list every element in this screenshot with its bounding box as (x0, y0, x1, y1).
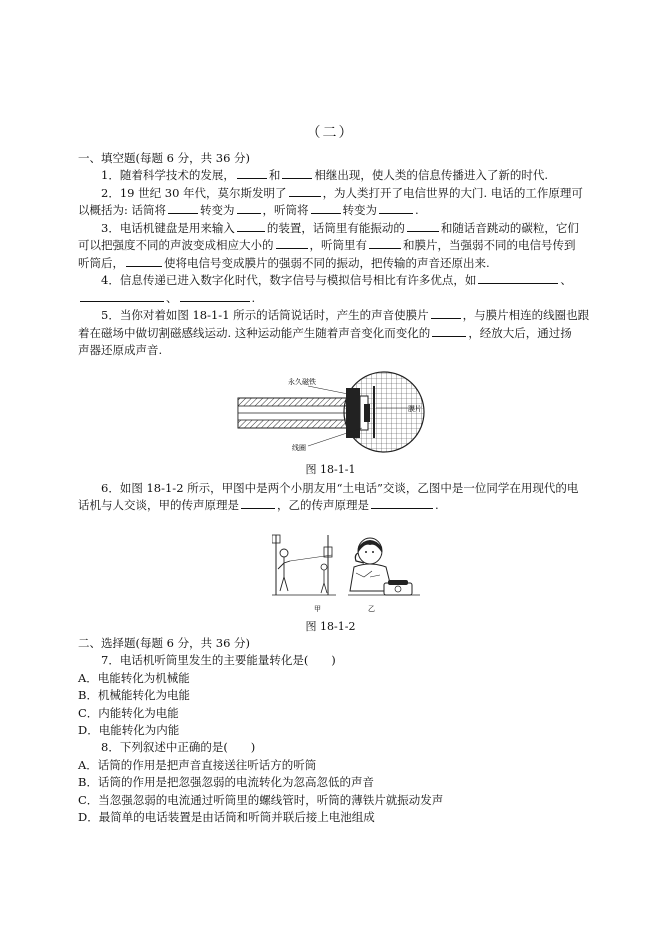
question-8-option-b[interactable]: B．话筒的作用是把忽强忽弱的电流转化为忽高忽低的声音 (78, 775, 374, 789)
q4-text: 、 (166, 291, 178, 305)
q2-text: ，为人类打开了电信世界的大门. 电话的工作原理可 (322, 186, 583, 200)
q6-text: 话机与人交谈，甲的传声原理是 (78, 498, 239, 512)
q3-text: 听筒后， (78, 256, 124, 270)
q5-text: ，与膜片相连的线圈也跟 (462, 308, 590, 322)
answer-blank[interactable] (241, 497, 275, 509)
question-8-stem: 8．下列叙述中正确的是( ) (101, 740, 256, 754)
figure-caption-18-1-1: 图 18-1-1 (305, 463, 356, 476)
q2-text: 以概括为: 话筒将 (78, 203, 167, 217)
answer-blank[interactable] (289, 185, 321, 197)
q1-text-a: 1．随着科学技术的发展， (101, 168, 235, 182)
q4-text: . (251, 291, 256, 305)
answer-blank[interactable] (431, 307, 461, 319)
q5-text: 着在磁场中做切割磁感线运动. 这种运动能产生随着声音变化而变化的 (78, 326, 431, 340)
question-7-stem: 7．电话机听筒里发生的主要能量转化是( ) (101, 653, 336, 667)
q2-text: 2．19 世纪 30 年代，莫尔斯发明了 (101, 186, 287, 200)
answer-blank[interactable] (237, 202, 261, 214)
label-membrane: 膜片 (408, 405, 422, 413)
question-2-line-1 (101, 185, 583, 202)
q3-text: 和随话音跳动的碳粒，它们 (440, 221, 579, 235)
question-8-option-d[interactable]: D．最简单的电话装置是由话筒和听筒并联后接上电池组成 (78, 810, 375, 824)
q3-text: 的装置，话筒里有能振动的 (266, 221, 405, 235)
answer-blank[interactable] (237, 167, 267, 179)
q4-text: 、 (560, 273, 572, 287)
q3-text: 和膜片，当强弱不同的电信号传到 (403, 238, 576, 252)
answer-blank[interactable] (80, 290, 164, 302)
question-4-line-1 (101, 272, 572, 289)
q5-text: ，经放大后，通过扬 (468, 326, 572, 340)
answer-blank[interactable] (311, 202, 341, 214)
answer-blank[interactable] (168, 202, 198, 214)
label-yi: 乙 (368, 605, 375, 613)
question-1 (101, 167, 548, 184)
question-8-option-a[interactable]: A．话筒的作用是把声音直接送往听话方的听筒 (78, 758, 317, 772)
question-5-line-1 (101, 307, 589, 324)
answer-blank[interactable] (371, 497, 433, 509)
q6-text: ，乙的传声原理是 (277, 498, 369, 512)
q4-text: 4．信息传递已进入数字化时代，数字信号与模拟信号相比有许多优点，如 (101, 273, 477, 287)
question-7-option-a[interactable]: A．电能转化为机械能 (78, 671, 190, 685)
question-4-line-2 (78, 290, 255, 307)
question-5-line-3 (78, 342, 162, 359)
question-7-option-b[interactable]: B．机械能转化为电能 (78, 688, 190, 702)
figure-caption-18-1-2: 图 18-1-2 (305, 620, 356, 633)
telephone-comparison-diagram (272, 533, 424, 615)
q5-text: 声器还原成声音. (78, 343, 163, 357)
q6-text: 6．如图 18-1-2 所示，甲图中是两个小朋友用“土电话”交谈，乙图中是一位同学在用现代的电 (101, 481, 579, 495)
answer-blank[interactable] (237, 220, 265, 232)
answer-blank[interactable] (276, 237, 308, 249)
question-7-option-c[interactable]: C．内能转化为电能 (78, 706, 179, 720)
q6-text: . (435, 498, 439, 512)
q3-text: 使将电信号变成膜片的强弱不同的振动，把传输的声音还原出来. (164, 256, 490, 270)
question-6-line-2 (78, 497, 439, 514)
question-3-line-1 (101, 220, 579, 237)
question-5-line-2 (78, 325, 572, 342)
page-title: （二） (306, 125, 355, 141)
q1-text-c: 相继出现，使人类的信息传播进入了新的时代. (314, 168, 548, 182)
question-8-option-c[interactable]: C．当忽强忽弱的电流通过听筒里的螺线管时，听筒的薄铁片就振动发声 (78, 793, 444, 807)
question-3-line-2 (78, 237, 576, 254)
label-coil: 线圈 (292, 444, 306, 452)
q3-text: 3．电话机键盘是用来输入 (101, 221, 235, 235)
answer-blank[interactable] (432, 325, 466, 337)
q3-text: 可以把强度不同的声波变成相应大小的 (78, 238, 274, 252)
question-3-line-3 (78, 255, 490, 272)
q1-text-b: 和 (268, 168, 281, 182)
q2-text: 转变为 (200, 203, 235, 217)
question-6-line-1 (101, 480, 578, 497)
q3-text: ，听筒里有 (309, 238, 367, 252)
answer-blank[interactable] (282, 167, 312, 179)
q2-text: 转变为 (342, 203, 378, 217)
answer-blank[interactable] (379, 202, 413, 214)
section-heading-multiple-choice: 二、选择题(每题 6 分，共 36 分) (78, 636, 251, 650)
microphone-diagram (236, 368, 436, 456)
label-permanent-magnet: 永久磁铁 (288, 378, 316, 386)
q5-text: 5．当你对着如图 18-1-1 所示的话筒说话时，产生的声音使膜片 (101, 308, 429, 322)
question-7-option-d[interactable]: D．电能转化为内能 (78, 723, 180, 737)
label-jia: 甲 (314, 605, 321, 613)
answer-blank[interactable] (369, 237, 401, 249)
q2-text: ，听筒将 (262, 203, 309, 217)
answer-blank[interactable] (180, 290, 250, 302)
q2-text: . (415, 203, 419, 217)
answer-blank[interactable] (407, 220, 439, 232)
question-2-line-2 (78, 202, 419, 219)
section-heading-fill-in: 一、填空题(每题 6 分，共 36 分) (78, 151, 251, 165)
answer-blank[interactable] (478, 272, 558, 284)
answer-blank[interactable] (126, 255, 162, 267)
